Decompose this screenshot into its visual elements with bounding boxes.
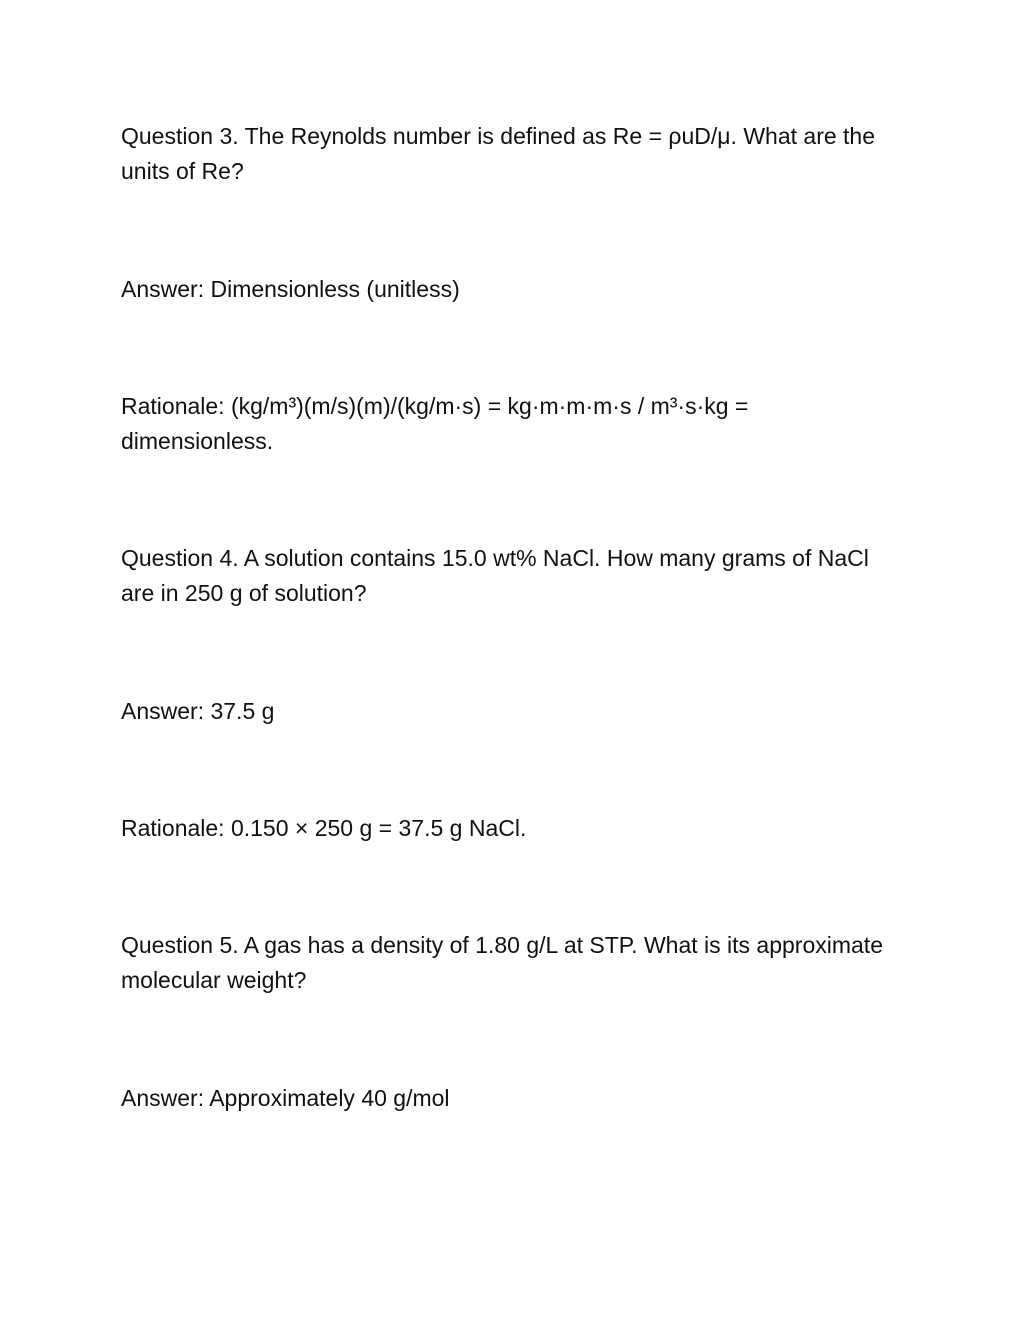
- question-4: Question 4. A solution contains 15.0 wt% NaCl. How many grams of NaCl are in 250 g of solution?: [121, 545, 869, 606]
- question-3: Question 3. The Reynolds number is defined as Re = ρuD/μ. What are the units of Re?: [121, 123, 876, 184]
- answer-3: Answer: Dimensionless (unitless): [121, 276, 460, 302]
- answer-4: Answer: 37.5 g: [121, 698, 275, 724]
- question-5: Question 5. A gas has a density of 1.80 g/L at STP. What is its approximate molecular weight?: [121, 932, 883, 993]
- answer-5: Answer: Approximately 40 g/mol: [121, 1085, 450, 1111]
- rationale-4: Rationale: 0.150 × 250 g = 37.5 g NaCl.: [121, 815, 527, 841]
- rationale-3: Rationale: (kg/m³)(m/s)(m)/(kg/m·s) = kg·m·m·m·s / m³·s·kg = dimensionless.: [121, 393, 749, 454]
